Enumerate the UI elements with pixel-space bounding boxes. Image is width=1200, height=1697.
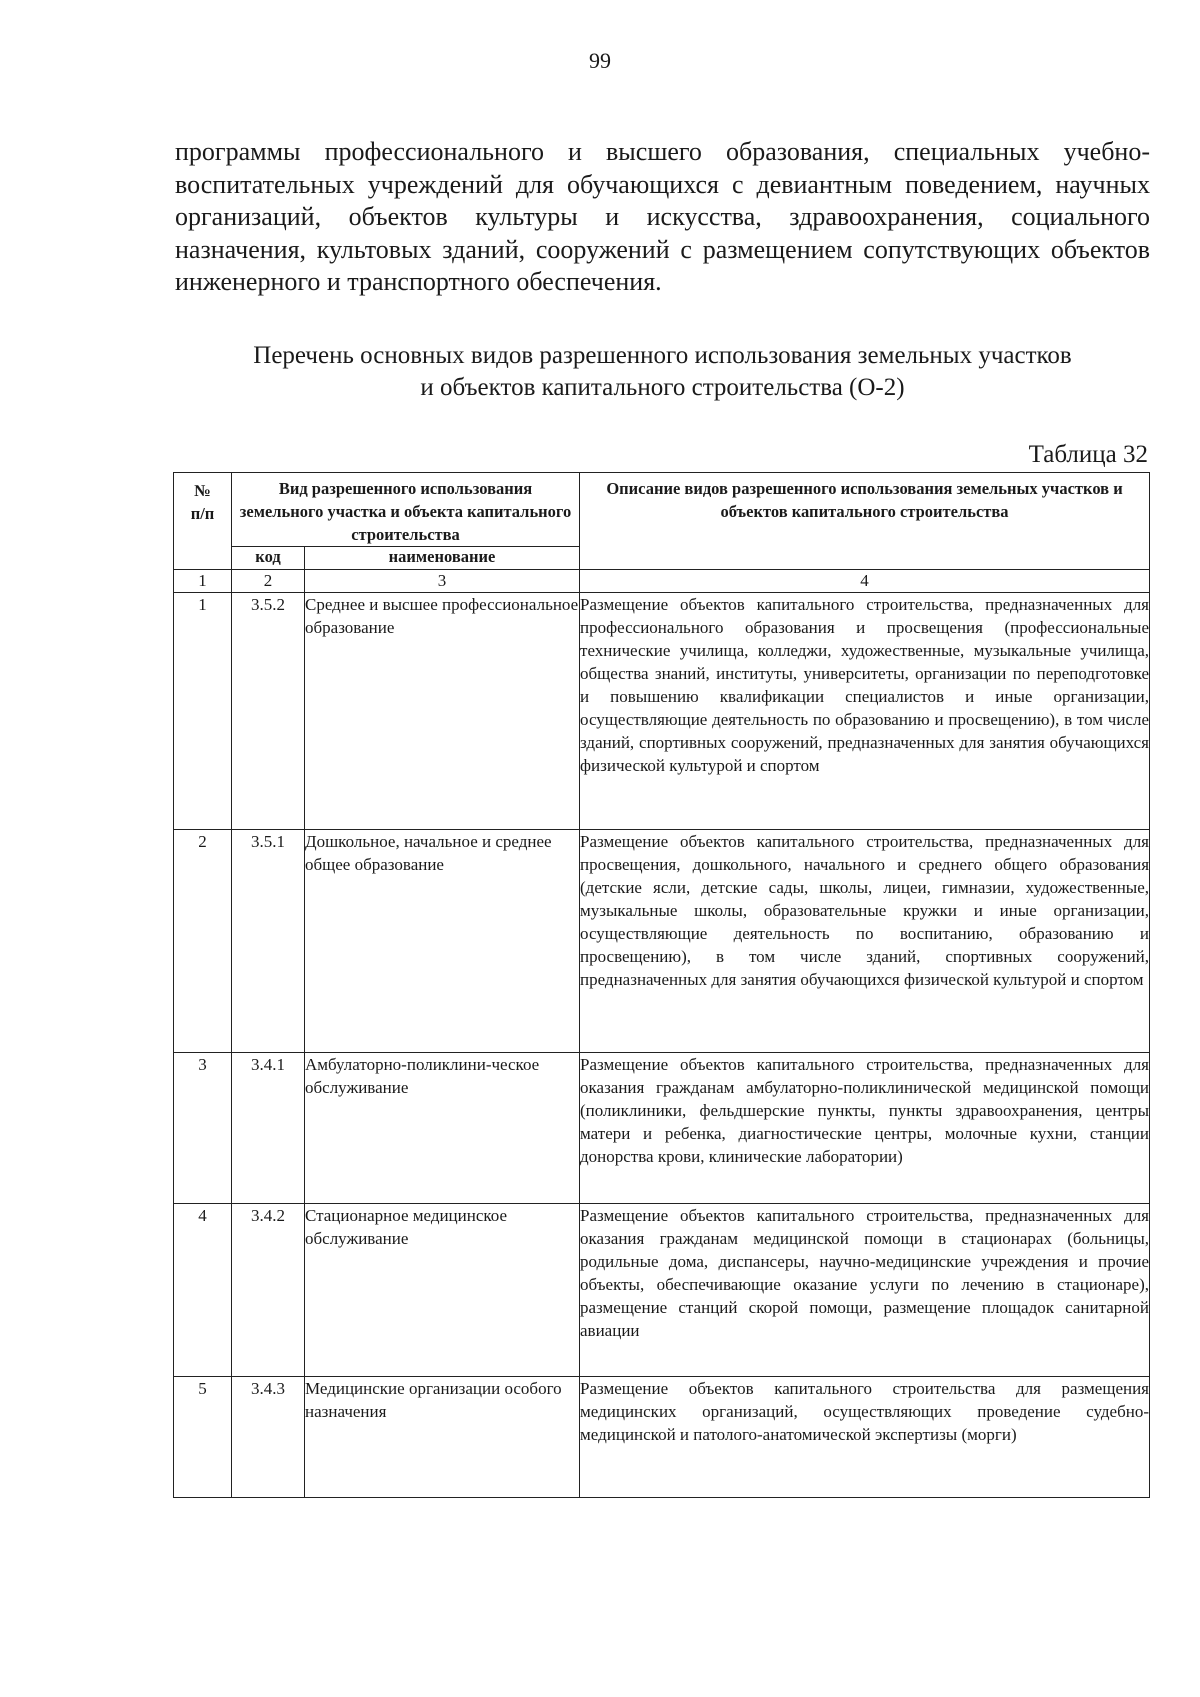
heading-line-2: и объектов капитального строительства (О-2) [420,374,905,401]
index-row [174,570,1150,593]
page-number: 99 [589,48,611,73]
land-use-table [173,472,1150,1498]
index-cell: 2 [232,570,305,593]
header-num [174,473,232,570]
index-cell: 1 [174,570,232,593]
row-name: Дошкольное, начальное и среднее общее образование [305,830,580,1053]
index-cell: 4 [580,570,1150,593]
row-num: 2 [174,830,232,1053]
header-vid: Вид разрешенного использования земельного участка и объекта капитального строительства [232,473,580,547]
header-name: наименование [305,547,580,570]
row-code: 3.4.2 [232,1204,305,1377]
row-desc: Размещение объектов капитального строительства, предназначенных для оказания гражданам амбулаторно-поликлинической медицинской помощи (поликлиники, фельдшерские пункты, пункты здравоохранения, центры матери и ребенка, диагностические центры, молочные кухни, станции донорства крови, клинические лаборатории) [580,1053,1150,1204]
row-desc: Размещение объектов капитального строительства, предназначенных для оказания гражданам медицинской помощи в стационарах (больницы, родильные дома, диспансеры, научно-медицинские учреждения и прочие объекты, обеспечивающие оказание услуги по лечению в стационаре), размещение станций скорой помощи, размещение площадок санитарной авиации [580,1204,1150,1377]
row-code: 3.4.3 [232,1377,305,1498]
row-name: Амбулаторно-поликлини-ческое обслуживание [305,1053,580,1204]
row-num: 4 [174,1204,232,1377]
table-row [174,1377,1150,1498]
header-desc: Описание видов разрешенного использования земельных участков и объектов капитального строительства [580,473,1150,570]
row-num: 5 [174,1377,232,1498]
row-name: Среднее и высшее профессиональное образование [305,593,580,830]
table-row [174,593,1150,830]
index-cell: 3 [305,570,580,593]
row-code: 3.4.1 [232,1053,305,1204]
table-caption: Таблица 32 [1028,441,1148,468]
header-num-line2: п/п [190,504,215,523]
header-num-line1: № [194,481,211,500]
row-name: Стационарное медицинское обслуживание [305,1204,580,1377]
table-row [174,830,1150,1053]
table-row [174,1204,1150,1377]
header-code: код [232,547,305,570]
row-desc: Размещение объектов капитального строительства, предназначенных для профессионального образования и просвещения (профессиональные технические училища, колледжи, художественные, музыкальные училища, общества знаний, институты, университеты, организации по переподготовке и повышению квалификации специалистов и иные организации, осуществляющие деятельность по образованию и просвещению), в том числе зданий, спортивных сооружений, предназначенных для занятия обучающихся физической культурой и спортом [580,593,1150,830]
row-desc: Размещение объектов капитального строительства, предназначенных для просвещения, дошкольного, начального и среднего общего образования (детские ясли, детские сады, школы, лицеи, гимназии, художественные, музыкальные школы, образовательные кружки и иные организации, осуществляющие деятельность по воспитанию, образованию и просвещению), в том числе зданий, спортивных сооружений, предназначенных для занятия обучающихся физической культурой и спортом [580,830,1150,1053]
table-row [174,1053,1150,1204]
row-name: Медицинские организации особого назначения [305,1377,580,1498]
row-code: 3.5.1 [232,830,305,1053]
heading-line-1: Перечень основных видов разрешенного использования земельных участков [253,342,1072,369]
row-num: 3 [174,1053,232,1204]
table-heading [175,340,1150,404]
intro-paragraph: программы профессионального и высшего образования, специальных учебно-воспитательных учреждений для обучающихся с девиантным поведением, научных организаций, объектов культуры и искусства, здравоохранения, социального назначения, культовых зданий, сооружений с размещением сопутствующих объектов инженерного и транспортного обеспечения. [175,137,1150,296]
row-desc: Размещение объектов капитального строительства для размещения медицинских организаций, осуществляющих проведение судебно-медицинской и патолого-анатомической экспертизы (морги) [580,1377,1150,1498]
row-code: 3.5.2 [232,593,305,830]
row-num: 1 [174,593,232,830]
